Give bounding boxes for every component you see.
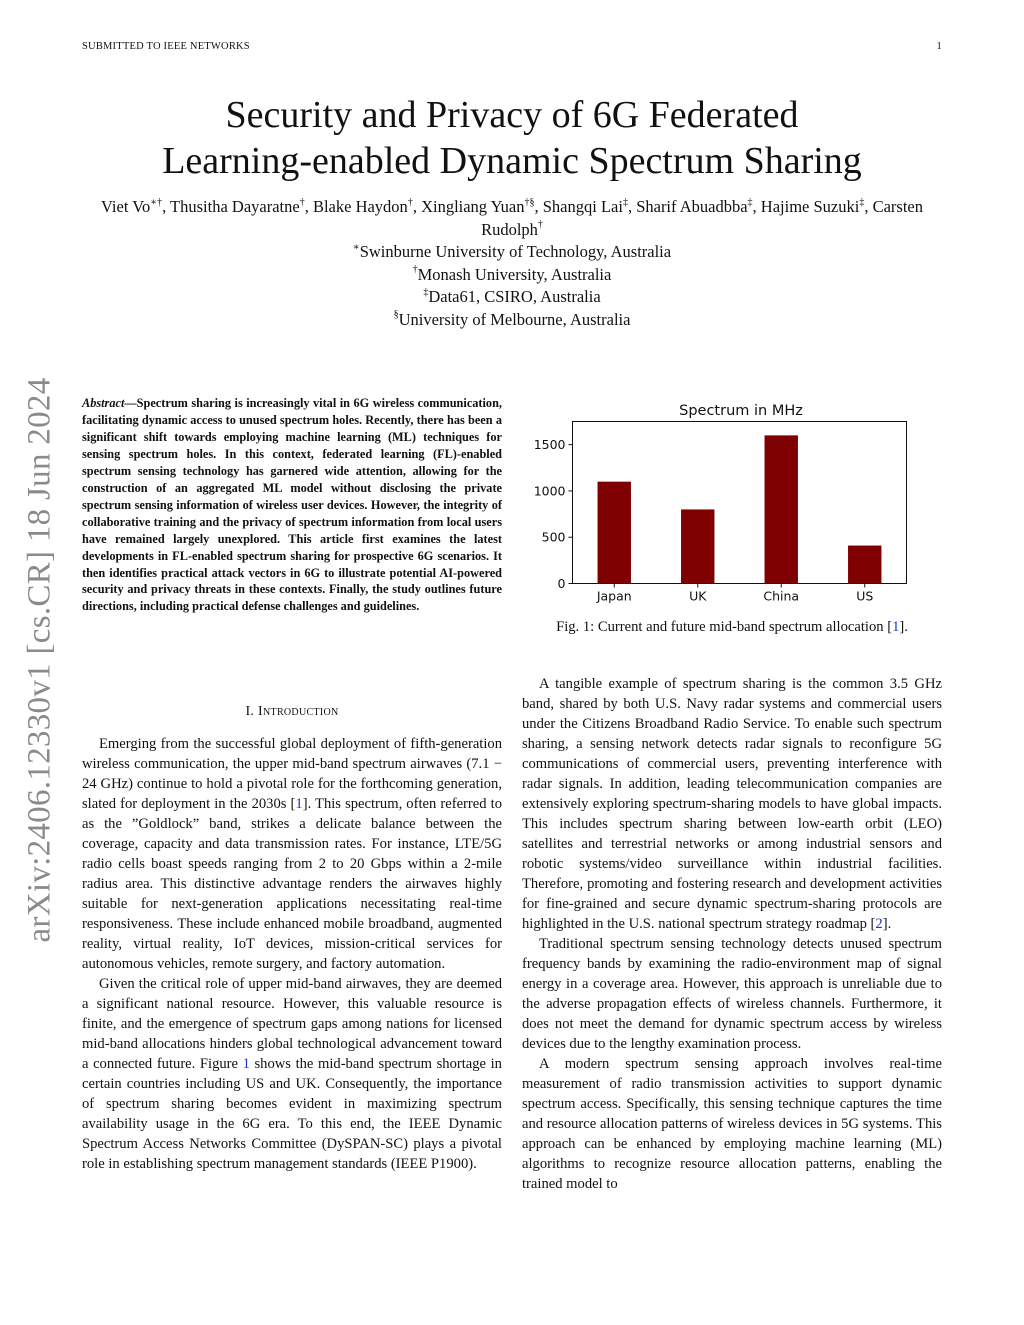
left-column-body	[82, 734, 502, 1174]
arxiv-identifier: arXiv:2406.12330v1 [cs.CR] 18 Jun 2024	[21, 377, 58, 943]
y-tick-label: 0	[557, 576, 566, 591]
author: Blake Haydon†	[312, 196, 413, 216]
figure-1	[522, 392, 942, 642]
arxiv-stamp-area	[0, 340, 80, 980]
figure-caption: Fig. 1: Current and future mid-band spectrum allocation [1].	[556, 619, 908, 635]
bar-us	[848, 546, 881, 584]
abstract-label: Abstract	[82, 396, 125, 410]
title-line-1: Security and Privacy of 6G Federated	[225, 94, 799, 136]
affiliation: ‡Data61, CSIRO, Australia	[423, 286, 601, 306]
bar-china	[765, 435, 798, 583]
paragraph: Emerging from the successful global deployment of fifth-generation wireless communication, the upper mid-band spectrum airwaves (7.1 − 24 GHz) continue to hold a pivotal role for the forthcoming generation, slated for deployment in the 2030s [1]. This spectrum, often referred to as the ”Goldlock” band, strikes a delicate balance between the coverage, capacity and data transmission rates. For instance, LTE/5G radio cells boast speeds ranging from 2 to 20 Gbps within a 2-mile radius area. This distinctive advantage renders the airwaves highly suitable for next-generation applications necessitating real-time responsiveness. These include enhanced mobile broadband, augmented reality, virtual reality, IoT devices, mission-critical services for autonomous vehicles, remote surgery, and factory automation.	[82, 736, 502, 972]
paragraph: Traditional spectrum sensing technology detects unused spectrum frequency bands by examining the radio-environment map of signal energy in a coverage area. However, this approach is unreliable due to the adverse propagation effects of wireless channels. Furthermore, it does not meet the demand for dynamic spectrum access by wireless devices due to the lengthy examination process.	[522, 936, 942, 1052]
author-list: Viet Vo∗†, Thusitha Dayaratne†, Blake Haydon†, Xingliang Yuan†§, Shangqi Lai‡, Sharif Abuadbba‡, Hajime Suzuki‡, Carsten Rudolph†	[101, 196, 923, 239]
section-heading	[82, 704, 502, 720]
author: Viet Vo∗†	[101, 196, 163, 216]
author: Carsten Rudolph†	[481, 197, 923, 239]
chart-title: Spectrum in MHz	[679, 403, 803, 419]
paragraph: A modern spectrum sensing approach involves real-time measurement of radio transmission activities to support dynamic spectrum access. Specifically, this sensing technique captures the time and resource allocation patterns of wireless devices in 5G systems. This approach can be enhanced by employing machine learning (ML) algorithms to recognize resource allocation patterns, enabling the trained model to	[522, 1056, 942, 1192]
x-tick-label: China	[763, 588, 800, 604]
x-tick-label: UK	[689, 588, 707, 604]
y-tick-label: 1000	[533, 483, 566, 499]
title-line-2: Learning-enabled Dynamic Spectrum Sharing	[162, 140, 862, 182]
journal-name: SUBMITTED TO IEEE NETWORKS	[82, 41, 250, 52]
affiliation-list	[82, 241, 942, 331]
affiliation: †Monash University, Australia	[412, 264, 612, 284]
section-number: I.	[245, 704, 255, 719]
figure-link[interactable]: 1	[242, 1056, 250, 1072]
bar-uk	[681, 509, 714, 583]
affiliation: ∗Swinburne University of Technology, Australia	[352, 241, 672, 261]
affiliation: §University of Melbourne, Australia	[393, 309, 631, 329]
x-tick-label: Japan	[596, 588, 632, 604]
x-tick-label: US	[856, 588, 874, 604]
author: Xingliang Yuan†§	[421, 196, 535, 216]
citation-link[interactable]: 2	[875, 916, 883, 932]
bar-chart	[522, 392, 942, 607]
page-number: 1	[936, 41, 942, 52]
abstract: Abstract—Spectrum sharing is increasingly vital in 6G wireless communication, facilitating dynamic access to unused spectrum holes. Recently, there has been a significant shift towards employing machine learning (ML) techniques for sensing spectrum holes. In this context, federated learning (FL)-enabled spectrum sensing technology has garnered wide attention, allowing for the construction of an aggregated ML model without disclosing the private spectrum sensing information of wireless user devices. However, the integrity of collaborative training and the privacy of spectrum information from local users have remained largely unexplored. This article first examines the latest developments in FL-enabled spectrum sharing for prospective 6G scenarios. It then identifies practical attack vectors in 6G to illustrate potential AI-powered security and privacy threats in these contexts. Finally, the study outlines future directions, including practical defense challenges and guidelines.	[82, 396, 502, 614]
author: Thusitha Dayaratne†	[170, 196, 305, 216]
abstract-text: Spectrum sharing is increasingly vital in 6G wireless communication, facilitating dynamic access to unused spectrum holes. Recently, there has been a significant shift towards employing machine learning (ML) techniques for sensing spectrum holes. In this context, federated learning (FL)-enabled spectrum sensing technology has garnered wide attention, allowing for the construction of an aggregated ML model without disclosing the private spectrum sensing information of wireless user devices. However, the integrity of collaborative training and the privacy of spectrum information from local users have remained largely unexplored. This article first examines the latest developments in FL-enabled spectrum sharing for prospective 6G scenarios. It then identifies practical attack vectors in 6G to illustrate potential AI-powered security and privacy threats in these contexts. Finally, the study outlines future directions, including practical defense challenges and guidelines.	[82, 396, 502, 614]
bar-japan	[598, 482, 631, 584]
citation-link[interactable]: 1	[892, 619, 900, 635]
y-tick-label: 500	[541, 529, 566, 545]
citation-link[interactable]: 1	[295, 796, 303, 812]
section-title: Introduction	[258, 704, 339, 719]
paper-title	[60, 92, 964, 184]
author: Shangqi Lai‡	[542, 196, 628, 216]
paragraph: A tangible example of spectrum sharing is the common 3.5 GHz band, shared by both U.S. Navy radar systems and commercial users under the Citizens Broadband Radio Service. To enable such spectrum sharing, a sensing network detects radar signals to reconfigure 5G communications of commercial users, preventing interference with radar signals. In addition, leading telecommunication companies are extensively exploring spectrum-sharing models to have global impacts. This includes spectrum sharing between low-earth orbit (LEO) satellites and terrestrial networks or among industrial sensors and robotic systems/video surveillance within industrial facilities. Therefore, promoting and fostering research and development activities for fine-grained and secure dynamic spectrum-sharing protocols are highlighted in the U.S. national spectrum strategy roadmap [2].	[522, 676, 942, 932]
author: Sharif Abuadbba‡	[636, 196, 753, 216]
right-column-body	[522, 674, 942, 1194]
y-tick-label: 1500	[533, 437, 566, 453]
paragraph: Given the critical role of upper mid-band airwaves, they are deemed a significant national resource. However, this valuable resource is finite, and the emergence of spectrum gaps among nations for licensed mid-band allocations hinders global technological advancement toward a connected future. Figure 1 shows the mid-band spectrum shortage in certain countries including US and UK. Consequently, the importance of spectrum sharing becomes evident in maximizing spectrum availability usage in the 6G era. To this end, the IEEE Dynamic Spectrum Access Networks Committee (DySPAN-SC) plays a pivotal role in establishing spectrum management standards (IEEE P1900).	[82, 976, 502, 1172]
author: Hajime Suzuki‡	[760, 196, 865, 216]
running-head	[82, 41, 942, 55]
